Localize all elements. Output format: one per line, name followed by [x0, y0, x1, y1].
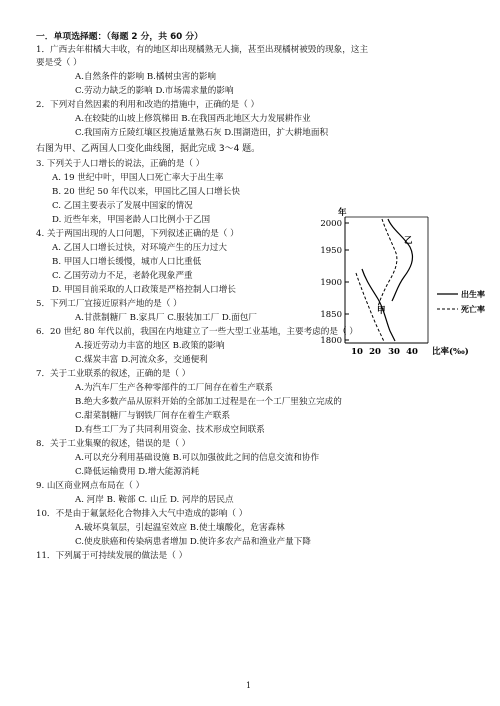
x-ticks: [351, 347, 418, 357]
y-tick-2000: 2000: [320, 219, 342, 229]
x-tick-30: 30: [388, 347, 400, 357]
text-line: A.接近劳动力丰富的地区 B.政策的影响: [75, 341, 225, 351]
text-line: B.绝大多数产品从原料开始的全部加工过程是在一个工厂里独立完成的: [75, 397, 342, 407]
x-tick-10: 10: [351, 347, 363, 357]
text-line: 6．20 世纪 80 年代以前，我国在内地建立了一些大型工业基地，主要考虑的是（ ）: [36, 327, 358, 337]
text-line: 8．关于工业集聚的叙述，错误的是（ ）: [36, 439, 191, 449]
page-number: 1: [246, 681, 252, 690]
country-b-birth-curve: [388, 219, 412, 301]
text-line: 11．下列属于可持续发展的做法是（ ）: [36, 551, 188, 561]
text-line: A.甘蔗制糖厂 B.家具厂 C.服装加工厂 D.面包厂: [75, 313, 257, 323]
text-line: 右图为甲、乙两国人口变化曲线图，据此完成 3～4 题。: [36, 144, 261, 154]
text-line: A.可以充分利用基础设施 B.可以加强彼此之间的信息交流和协作: [75, 453, 320, 463]
legend-birth-label: 出生率: [461, 289, 485, 299]
text-line: D.有些工厂为了共同利用资金、技术形成空间联系: [75, 425, 265, 435]
y-tick-1850: 1850: [320, 310, 342, 320]
text-line: C. 乙国劳动力不足，老龄化现象严重: [52, 271, 193, 281]
text-line: A.破坏臭氧层，引起温室效应 B.使土壤酸化，危害森林: [75, 523, 285, 533]
text-line: A.在较陡的山坡上修筑梯田 B.在我国西北地区大力发展耕作业: [75, 114, 311, 124]
text-line: D. 甲国目前采取的人口政策是严格控制人口增长: [52, 285, 236, 295]
y-axis-label: 年: [338, 208, 347, 218]
y-tick-1950: 1950: [320, 246, 342, 256]
text-line: A. 河岸 B. 鞍部 C. 山丘 D. 河岸的居民点: [75, 495, 234, 505]
text-line: B. 20 世纪 50 年代以来，甲国比乙国人口增长快: [52, 187, 240, 197]
text-line: 1．广西去年柑橘大丰收，有的地区却出现橘熟无人摘，甚至出现橘树被毁的现象，这主: [36, 45, 369, 55]
population-chart: [300, 207, 500, 367]
text-line: C.我国南方丘陵红壤区投施适量熟石灰 D.围湖造田，扩大耕地面积: [75, 128, 329, 138]
text-line: A.为汽车厂生产各种零部件的工厂间存在着生产联系: [75, 383, 274, 393]
text-line: 一．单项选择题：（每题 2 分，共 60 分）: [36, 32, 203, 42]
text-line: D. 近些年来，甲国老龄人口比例小于乙国: [52, 215, 211, 225]
text-line: 10．不是由于氟氯烃化合物排入大气中造成的影响（ ）: [36, 509, 248, 519]
x-tick-20: 20: [369, 347, 381, 357]
text-line: C.降低运输费用 D.增大能源消耗: [75, 467, 200, 477]
text-line: A.自然条件的影响 B.橘树虫害的影响: [75, 72, 217, 82]
text-line: B. 甲国人口增长缓慢，城市人口比重低: [52, 257, 202, 267]
text-line: 9. 山区商业网点布局在（ ）: [36, 481, 145, 491]
text-line: A. 乙国人口增长过快，对环境产生的压力过大: [52, 243, 227, 253]
text-line: 4. 关于两国出现的人口问题，下列叙述正确的是（ ）: [36, 229, 239, 239]
country-a-label: 甲: [377, 306, 386, 316]
chart-legend: [437, 289, 485, 314]
y-tick-1900: 1900: [320, 278, 342, 288]
country-b-death-curve: [378, 219, 397, 307]
text-line: C.使皮肤癌和传染病患者增加 D.使许多农产品和渔业产量下降: [75, 537, 311, 547]
x-axis-label: 比率(‰): [432, 347, 469, 357]
text-line: 3. 下列关于人口增长的说法，正确的是（ ）: [36, 159, 205, 169]
text-line: A. 19 世纪中叶，甲国人口死亡率大于出生率: [52, 173, 224, 183]
x-tick-40: 40: [406, 347, 418, 357]
text-line: C.煤炭丰富 D.河流众多，交通便利: [75, 355, 208, 365]
text-line: 2．下列对自然因素的利用和改造的措施中，正确的是（ ）: [36, 100, 260, 110]
text-line: 5．下列工厂宜接近原料产地的是（ ）: [36, 299, 182, 309]
text-line: 要是受（ ）: [36, 58, 82, 68]
text-line: C. 乙国主要表示了发展中国家的情况: [52, 201, 193, 211]
text-line: 7．关于工业联系的叙述，正确的是（ ）: [36, 369, 191, 379]
text-line: C.劳动力缺乏的影响 D.市场需求量的影响: [75, 86, 234, 96]
legend-death-label: 死亡率: [461, 304, 485, 314]
y-tick-1800: 1800: [320, 336, 342, 346]
country-b-label: 乙: [404, 236, 413, 246]
text-line: C.甜菜制糖厂与钢铁厂间存在着生产联系: [75, 411, 231, 421]
